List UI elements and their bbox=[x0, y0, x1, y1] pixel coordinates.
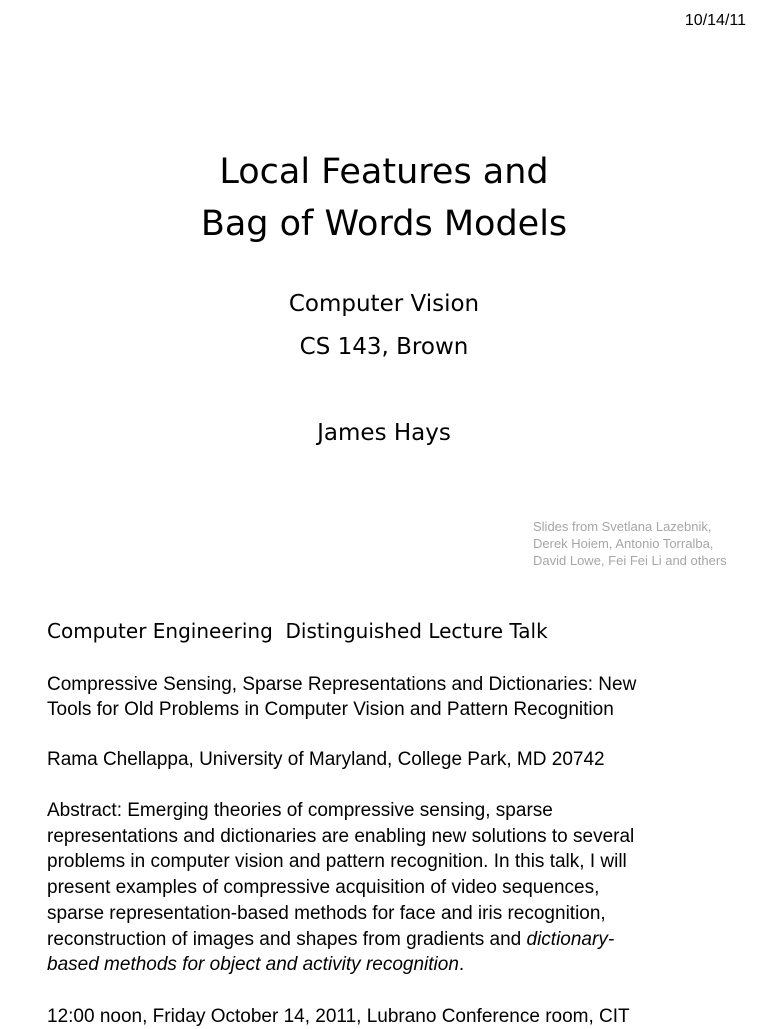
abstract-italic-text: dictionary- bbox=[526, 928, 615, 950]
abstract-line bbox=[47, 927, 747, 953]
slide-title-line-2: Bag of Words Models bbox=[200, 204, 568, 244]
talk-title bbox=[47, 672, 747, 722]
speaker-info: Rama Chellappa, University of Maryland, College Park, MD 20742 bbox=[47, 749, 605, 770]
course-name: Computer Vision bbox=[288, 291, 480, 317]
talk-title-line: Compressive Sensing, Sparse Representations and Dictionaries: New bbox=[47, 674, 637, 695]
abstract-line: present examples of compressive acquisition of video sequences, bbox=[47, 877, 600, 899]
talk-title-line: Tools for Old Problems in Computer Vision and Pattern Recognition bbox=[47, 699, 614, 720]
abstract-line: sparse representation-based methods for face and iris recognition, bbox=[47, 902, 606, 924]
abstract-line: problems in computer vision and pattern recognition. In this talk, I will bbox=[47, 851, 627, 873]
credits-line: Derek Hoiem, Antonio Torralba, bbox=[533, 536, 714, 551]
event-info: 12:00 noon, Friday October 14, 2011, Lubrano Conference room, CIT bbox=[47, 1006, 630, 1027]
abstract-text: . bbox=[458, 954, 465, 976]
abstract-line: representations and dictionaries are enabling new solutions to several bbox=[47, 825, 635, 847]
abstract-text: reconstruction of images and shapes from gradients and bbox=[47, 928, 527, 950]
credits-line: Slides from Svetlana Lazebnik, bbox=[533, 519, 712, 534]
slide-title bbox=[0, 146, 768, 250]
credits-line: David Lowe, Fei Fei Li and others bbox=[533, 553, 727, 568]
slide-title-line-1: Local Features and bbox=[219, 152, 549, 192]
slide-credits bbox=[533, 518, 727, 569]
page-date: 10/14/11 bbox=[684, 12, 746, 29]
author-name: James Hays bbox=[317, 420, 451, 446]
course-number: CS 143, Brown bbox=[299, 334, 469, 360]
abstract-line bbox=[47, 952, 747, 978]
abstract-italic-text: based methods for object and activity recognition bbox=[47, 954, 459, 976]
abstract-line: Abstract: Emerging theories of compressive sensing, sparse bbox=[47, 800, 553, 821]
lecture-heading: Computer Engineering Distinguished Lecture Talk bbox=[47, 619, 548, 643]
abstract bbox=[47, 798, 747, 978]
